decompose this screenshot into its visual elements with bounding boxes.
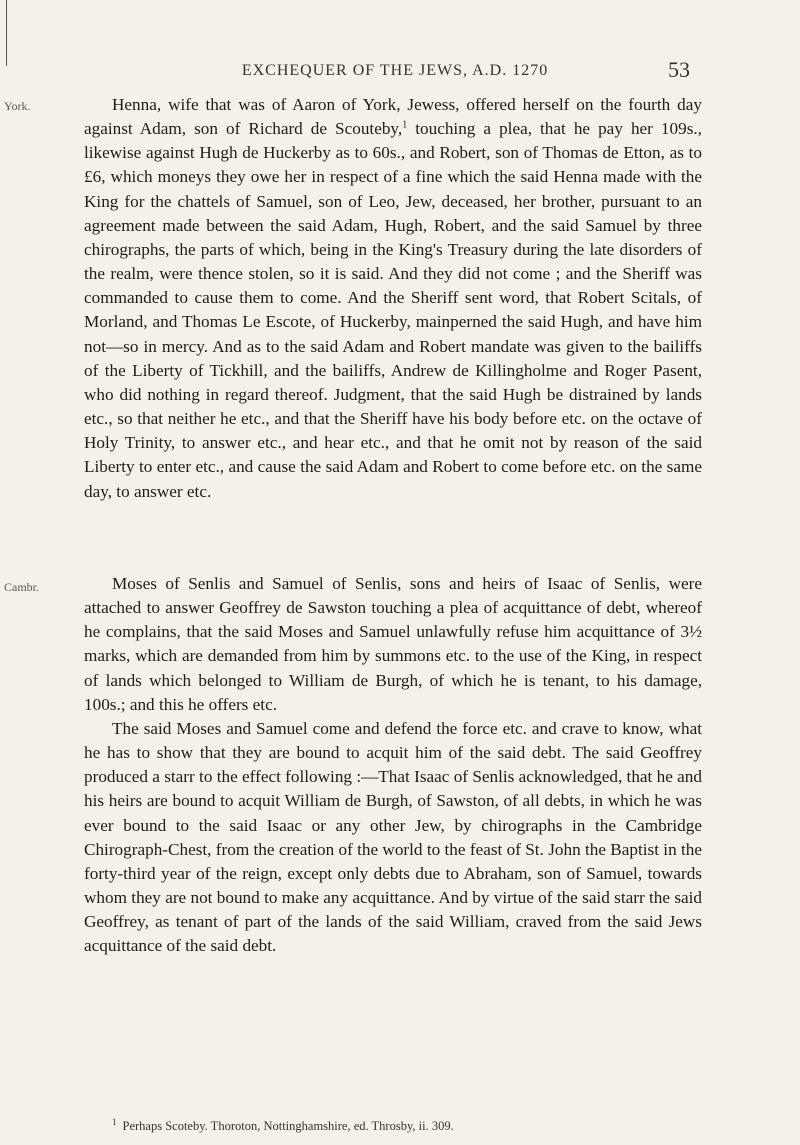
margin-note-york: York. — [4, 99, 31, 113]
paragraph-york-text-a: Henna, wife that was of Aaron of York, Jewess, offered herself on the fourth day against Adam, son of Richard de Scouteby, — [84, 95, 702, 139]
footnote-text: Perhaps Scoteby. Thoroton, Nottinghamshire, ed. Throsby, ii. 309. — [122, 1119, 454, 1134]
footnote-reference: 1 — [402, 119, 408, 131]
footnote-mark: 1 — [112, 1117, 117, 1127]
margin-note-cambr: Cambr. — [4, 580, 39, 594]
page-number: 53 — [668, 57, 690, 82]
running-head: EXCHEQUER OF THE JEWS, A.D. 1270 — [241, 62, 549, 79]
entry-york — [84, 93, 702, 504]
entry-cambr — [84, 572, 702, 959]
paragraph-york-text-b: touching a plea, that he pay her 109s., likewise against Hugh de Huckerby as to 60s., and Robert, son of Thomas de Etton, as to £6, which moneys they owe her in respect of a fine which the said Henna made with the King for the chattels of Samuel, son of Leo, Jew, deceased, her brother, pursuant to an agreement made between the said Adam, Hugh, Robert, and the said Samuel by three chirographs, the parts of which, being in the King's Treasury during the late disorders of the realm, were thence stolen, so it is said. And they did not come ; and the Sheriff was commanded to cause them to come. And the Sheriff sent word, that Robert Scitals, of Morland, and Thomas Le Escote, of Huckerby, mainperned the said Hugh, and have him not—so in mercy. And as to the said Adam and Robert mandate was given to the bailiffs of the Liberty of Tickhill, and the bailiffs, Andrew de Killingholme and Roger Pasent, who did nothing in regard thereof. Judgment, that the said Hugh be distrained by lands etc., so that neither he etc., and that the Sheriff have his body before etc. on the octave of Holy Trinity, to answer etc., and hear etc., and that he omit not by reason of the said Liberty to enter etc., and cause the said Adam and Robert to come before etc. on the same day, to answer etc. — [84, 119, 702, 501]
paragraph-cambr-1: Moses of Senlis and Samuel of Senlis, sons and heirs of Isaac of Senlis, were attached to answer Geoffrey de Sawston touching a plea of acquittance of debt, whereof he complains, that the said Moses and Samuel unlawfully refuse him acquittance of 3½ marks, which are demanded from him by summons etc. to the use of the King, in respect of lands which belonged to William de Burgh, of which he is tenant, to his damage, 100s.; and this he offers etc. — [84, 574, 702, 714]
paragraph-cambr-2: The said Moses and Samuel come and defend the force etc. and crave to know, what he has to show that they are bound to acquit him of the said debt. The said Geoffrey produced a starr to the effect following :—That Isaac of Senlis acknowledged, that he and his heirs are bound to acquit William de Burgh, of Sawston, of all debts, in which he was ever bound to the said Isaac or any other Jew, by chirographs in the Cambridge Chirograph-Chest, from the creation of the world to the feast of St. John the Baptist in the forty-third year of the reign, except only debts due to Abraham, son of Samuel, towards whom they are not bound to make any acquittance. And by virtue of the said starr the said Geoffrey, as tenant of part of the lands of the said William, craved from the said Jews acquittance of the said debt. — [84, 718, 702, 956]
paragraph-york — [84, 93, 702, 504]
footnote — [112, 1117, 712, 1134]
binding-edge-line — [6, 0, 7, 66]
